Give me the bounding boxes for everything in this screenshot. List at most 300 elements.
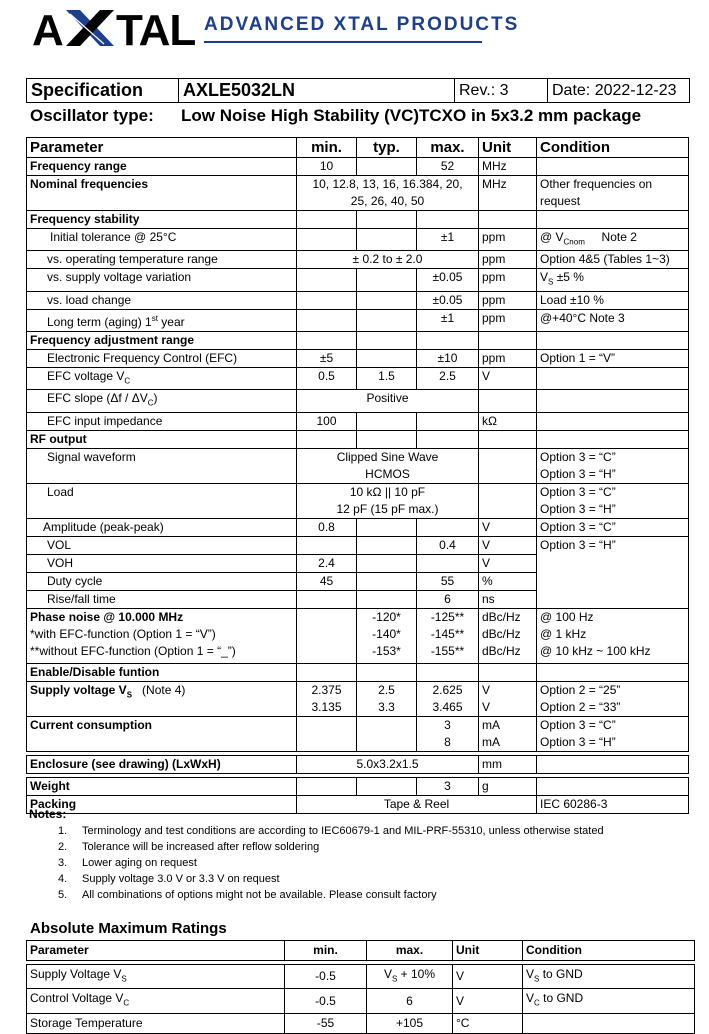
- col-max: max.: [417, 138, 479, 158]
- max-cell: [417, 716, 479, 751]
- unit-cell: ppm: [479, 291, 537, 309]
- col-unit: Unit: [453, 941, 523, 961]
- unit-cell: V: [453, 989, 523, 1013]
- max-cell: [417, 518, 479, 536]
- param-text: EFC voltage V: [47, 368, 125, 383]
- phase-note-1: *with EFC-function (Option 1 = “V”): [30, 626, 216, 641]
- max-cell: 6: [417, 590, 479, 608]
- unit-line: dBc/Hz: [482, 643, 521, 658]
- min-cell: -0.5: [285, 989, 367, 1013]
- max-cell: ±1: [417, 309, 479, 331]
- param-cell: Current consumption: [27, 716, 297, 751]
- cond-text: V: [526, 991, 535, 1006]
- spec-header-table: [26, 78, 690, 103]
- max-cell: 6: [367, 989, 453, 1013]
- max-text: V: [383, 967, 392, 981]
- value-line: 2.5: [378, 682, 395, 697]
- table-row: [27, 448, 689, 483]
- value-cell: [297, 483, 479, 518]
- cond-cell: [537, 430, 689, 448]
- col-condition: Condition: [537, 138, 689, 158]
- note-number: 4.: [58, 873, 68, 885]
- cond-cell: [537, 229, 689, 251]
- param-cell: Amplitude (peak-peak): [27, 518, 297, 536]
- table-row: [27, 211, 689, 229]
- min-cell: 0.5: [297, 367, 357, 389]
- cond-cell: Option 1 = “V”: [537, 349, 689, 367]
- min-cell: [297, 211, 357, 229]
- cond-cell: [537, 176, 689, 211]
- osc-type-label: Oscillator type:: [30, 106, 154, 125]
- cond-line: Option 3 = “C”: [540, 717, 616, 732]
- typ-cell: [357, 572, 417, 590]
- param-cell: [27, 681, 297, 716]
- param-sub: S: [126, 689, 133, 699]
- value-cell: Positive: [297, 390, 479, 412]
- table-row: [27, 777, 689, 795]
- max-cell: 2.5: [417, 367, 479, 389]
- unit-cell: V: [479, 367, 537, 389]
- svg-text:TAL: TAL: [116, 6, 196, 55]
- cond-line: @ 100 Hz: [540, 609, 594, 624]
- value-cell: ± 0.2 to ± 2.0: [297, 251, 479, 269]
- max-cell: ±10: [417, 349, 479, 367]
- param-cell: [27, 965, 285, 989]
- spec-table: [26, 137, 689, 814]
- cond-cell: Load ±10 %: [537, 291, 689, 309]
- param-cell: Storage Temperature: [27, 1013, 285, 1033]
- min-cell: [297, 608, 357, 663]
- unit-cell: ppm: [479, 251, 537, 269]
- unit-cell: [479, 663, 537, 681]
- max-cell: 0.4: [417, 536, 479, 554]
- table-row: [27, 1013, 695, 1033]
- max-cell: +105: [367, 1013, 453, 1033]
- col-parameter: Parameter: [27, 941, 285, 961]
- unit-cell: [479, 716, 537, 751]
- unit-cell: ppm: [479, 229, 537, 251]
- unit-cell: %: [479, 572, 537, 590]
- cond-cell: [523, 965, 695, 989]
- note-item: [58, 887, 604, 903]
- max-sub: S: [391, 974, 398, 984]
- max-cell: 3: [417, 777, 479, 795]
- param-cell: [27, 390, 297, 412]
- param-sub: C: [124, 376, 131, 386]
- typ-cell: [357, 349, 417, 367]
- min-cell: 45: [297, 572, 357, 590]
- max-cell: [417, 211, 479, 229]
- section-heading: Frequency stability: [27, 211, 297, 229]
- cond-cell: [537, 412, 689, 430]
- cond-cell: [537, 448, 689, 483]
- min-cell: [297, 590, 357, 608]
- table-row: [27, 158, 689, 176]
- min-cell: [297, 309, 357, 331]
- unit-cell: °C: [453, 1013, 523, 1033]
- max-cell: 55: [417, 572, 479, 590]
- cond-cell: [523, 989, 695, 1013]
- param-text: Supply Voltage V: [30, 967, 122, 981]
- cond-cell: [537, 158, 689, 176]
- cond-cell: Option 4&5 (Tables 1~3): [537, 251, 689, 269]
- param-cell: Frequency range: [27, 158, 297, 176]
- typ-cell: [357, 518, 417, 536]
- svg-text:A: A: [32, 6, 63, 55]
- unit-cell: V: [479, 536, 537, 554]
- col-unit: Unit: [479, 138, 537, 158]
- value-line: 12 pF (15 pF max.): [336, 501, 439, 516]
- osc-type-value: Low Noise High Stability (VC)TCXO in 5x3.2 mm package: [181, 106, 642, 125]
- max-cell: [367, 965, 453, 989]
- param-sub: S: [121, 974, 127, 984]
- table-row: [27, 716, 689, 751]
- typ-cell: [357, 430, 417, 448]
- value-cell: [297, 176, 479, 211]
- cond-sub: S: [534, 974, 540, 984]
- value-line: -155**: [430, 643, 465, 658]
- typ-cell: [357, 777, 417, 795]
- cond-line: Option 3 = “C”: [540, 449, 616, 464]
- param-cell: [27, 309, 297, 331]
- min-cell: -0.5: [285, 965, 367, 989]
- value-cell: Tape & Reel: [297, 795, 537, 813]
- unit-cell: [479, 331, 537, 349]
- min-cell: [297, 430, 357, 448]
- cond-line: Option 3 = “C”: [540, 484, 616, 499]
- table-row: [27, 681, 689, 716]
- table-row: [27, 965, 695, 989]
- cond-cell: [537, 211, 689, 229]
- cond-line: request: [540, 194, 581, 208]
- note-text: All combinations of options might not be available. Please consult factory: [82, 889, 437, 901]
- oscillator-type-line: [30, 106, 641, 126]
- typ-cell: [357, 590, 417, 608]
- max-cell: [417, 608, 479, 663]
- max-cell: ±1: [417, 229, 479, 251]
- table-row: [27, 518, 689, 536]
- col-min: min.: [285, 941, 367, 961]
- value-cell: 5.0x3.2x1.5: [297, 755, 479, 773]
- section-heading: Enable/Disable funtion: [27, 663, 297, 681]
- typ-cell: [357, 291, 417, 309]
- table-row: [27, 536, 689, 554]
- unit-line: mA: [482, 717, 500, 732]
- param-cell: Packing: [27, 795, 297, 813]
- section-heading: RF output: [27, 430, 297, 448]
- cond-cell: [537, 331, 689, 349]
- unit-cell: [479, 483, 537, 518]
- unit-cell: [479, 390, 537, 412]
- phase-note-2: **without EFC-function (Option 1 = “_”): [30, 643, 236, 658]
- col-condition: Condition: [523, 941, 695, 961]
- unit-cell: [479, 681, 537, 716]
- param-cell: Signal waveform: [27, 448, 297, 483]
- rev-label: Rev.: 3: [455, 79, 548, 103]
- min-cell: 0.8: [297, 518, 357, 536]
- value-line: -140*: [372, 626, 401, 641]
- note-number: 1.: [58, 825, 68, 837]
- cond-text: V: [540, 270, 549, 285]
- table-row: [27, 309, 689, 331]
- value-cell: [297, 448, 479, 483]
- note-number: 3.: [58, 857, 68, 869]
- param-cell: [27, 989, 285, 1013]
- table-row: [27, 291, 689, 309]
- note-item: [58, 839, 604, 855]
- section-heading: Frequency adjustment range: [27, 331, 297, 349]
- unit-cell: ppm: [479, 349, 537, 367]
- cond-line: Option 2 = “25”: [540, 682, 621, 697]
- unit-cell: ns: [479, 590, 537, 608]
- value-line: -120*: [372, 609, 401, 624]
- note-text: Tolerance will be increased after reflow soldering: [82, 841, 320, 853]
- unit-line: V: [482, 699, 491, 714]
- max-cell: [417, 681, 479, 716]
- unit-line: V: [482, 682, 491, 697]
- typ-cell: [357, 681, 417, 716]
- value-line: Clipped Sine Wave: [336, 449, 439, 464]
- param-text: EFC slope (Δf / ΔV: [47, 391, 148, 406]
- min-cell: 2.4: [297, 554, 357, 572]
- unit-cell: V: [479, 518, 537, 536]
- brand-underline: [204, 41, 482, 43]
- cond-line: Option 3 = “H”: [540, 466, 616, 481]
- table-row: [27, 412, 689, 430]
- col-max: max.: [367, 941, 453, 961]
- cond-text: to GND: [539, 991, 584, 1006]
- value-line: 25, 26, 40, 50: [350, 194, 425, 208]
- value-line: 2.625: [432, 682, 463, 697]
- value-line: 10 kΩ || 10 pF: [349, 484, 426, 499]
- table-row: [27, 176, 689, 211]
- typ-cell: [357, 536, 417, 554]
- min-cell: [297, 777, 357, 795]
- unit-cell: mm: [479, 755, 537, 773]
- cond-text: to GND: [539, 967, 583, 981]
- min-cell: [297, 269, 357, 291]
- typ-cell: [357, 608, 417, 663]
- value-line: 2.375: [311, 682, 342, 697]
- unit-cell: [479, 430, 537, 448]
- unit-cell: MHz: [479, 176, 537, 211]
- cond-text: ±5 %: [553, 270, 584, 285]
- value-line: 3: [444, 717, 451, 732]
- table-row: [27, 269, 689, 291]
- notes-list: [58, 823, 604, 903]
- table-row: [27, 367, 689, 389]
- max-cell: [417, 331, 479, 349]
- param-text: Supply voltage V: [30, 682, 127, 697]
- min-cell: [297, 536, 357, 554]
- date-label: Date: 2022-12-23: [548, 79, 690, 103]
- typ-cell: [357, 158, 417, 176]
- value-line: 8: [444, 734, 451, 749]
- cond-cell: [537, 716, 689, 751]
- cond-text: @ V: [540, 230, 564, 244]
- table-row: [27, 663, 689, 681]
- param-cell: EFC input impedance: [27, 412, 297, 430]
- max-cell: [417, 430, 479, 448]
- min-cell: [297, 331, 357, 349]
- notes-title: Notes:: [29, 807, 67, 821]
- typ-cell: [357, 663, 417, 681]
- min-cell: ±5: [297, 349, 357, 367]
- value-line: HCMOS: [365, 466, 410, 481]
- note-item: [58, 871, 604, 887]
- note-item: [58, 855, 604, 871]
- col-min: min.: [297, 138, 357, 158]
- col-parameter: Parameter: [27, 138, 297, 158]
- param-cell: Initial tolerance @ 25°C: [27, 229, 297, 251]
- table-row: [27, 989, 695, 1013]
- note-text: Terminology and test conditions are according to IEC60679-1 and MIL-PRF-55310, unless otherwise stated: [82, 825, 604, 837]
- unit-cell: g: [479, 777, 537, 795]
- typ-cell: [357, 211, 417, 229]
- cond-sub: C: [534, 998, 540, 1008]
- unit-line: dBc/Hz: [482, 609, 521, 624]
- typ-cell: 1.5: [357, 367, 417, 389]
- min-cell: [297, 716, 357, 751]
- cond-cell: [537, 390, 689, 412]
- note-text: Supply voltage 3.0 V or 3.3 V on request: [82, 873, 280, 885]
- param-cell: Electronic Frequency Control (EFC): [27, 349, 297, 367]
- cond-cell: [537, 608, 689, 663]
- cond-cell: [537, 367, 689, 389]
- value-line: 3.465: [432, 699, 463, 714]
- param-cell: Enclosure (see drawing) (LxWxH): [27, 755, 297, 773]
- value-line: -153*: [372, 643, 401, 658]
- max-cell: 52: [417, 158, 479, 176]
- cond-note: Note 2: [601, 230, 637, 244]
- table-row: [27, 331, 689, 349]
- cond-cell: [523, 1013, 695, 1033]
- cond-cell: Option 3 = “C”: [537, 518, 689, 536]
- unit-cell: [479, 211, 537, 229]
- min-cell: 10: [297, 158, 357, 176]
- param-cell: Load: [27, 483, 297, 518]
- cond-cell: [537, 269, 689, 291]
- value-line: -125**: [430, 609, 465, 624]
- table-row: [27, 390, 689, 412]
- max-text: + 10%: [397, 967, 436, 981]
- cond-cell: IEC 60286-3: [537, 795, 689, 813]
- cond-text: V: [526, 967, 535, 981]
- unit-line: dBc/Hz: [482, 626, 521, 641]
- logo-x-mark: [66, 10, 114, 46]
- min-cell: [297, 681, 357, 716]
- phase-title: Phase noise @ 10.000 MHz: [30, 609, 184, 624]
- amr-table: [26, 940, 695, 1034]
- max-cell: [417, 663, 479, 681]
- param-cell: Duty cycle: [27, 572, 297, 590]
- param-cell: [27, 608, 297, 663]
- min-cell: [297, 229, 357, 251]
- spec-label: Specification: [27, 79, 179, 103]
- param-text: ): [153, 391, 158, 406]
- param-cell: [27, 367, 297, 389]
- typ-cell: [357, 229, 417, 251]
- param-cell: VOL: [27, 536, 297, 554]
- brand-title: ADVANCED XTAL PRODUCTS: [204, 14, 520, 35]
- param-sup: st: [151, 313, 158, 323]
- table-row: [27, 251, 689, 269]
- min-cell: 100: [297, 412, 357, 430]
- param-sub: C: [147, 398, 154, 408]
- value-line: -145**: [430, 626, 465, 641]
- param-text: year: [157, 314, 185, 329]
- table-row: [27, 349, 689, 367]
- min-cell: -55: [285, 1013, 367, 1033]
- amr-title: Absolute Maximum Ratings: [30, 920, 227, 937]
- max-cell: [417, 412, 479, 430]
- value-line: 3.3: [378, 699, 395, 714]
- cond-line: @ 1 kHz: [540, 626, 587, 641]
- unit-cell: ppm: [479, 309, 537, 331]
- param-cell: Rise/fall time: [27, 590, 297, 608]
- param-sub: C: [123, 998, 130, 1008]
- table-header: [27, 138, 689, 158]
- max-cell: ±0.05: [417, 291, 479, 309]
- cond-line: @ 10 kHz ~ 100 kHz: [540, 643, 651, 658]
- typ-cell: [357, 331, 417, 349]
- note-item: [58, 823, 604, 839]
- table-row: [27, 608, 689, 663]
- axtal-logo: [32, 6, 196, 55]
- param-cell: vs. supply voltage variation: [27, 269, 297, 291]
- cond-cell: [537, 777, 689, 795]
- value-line: 10, 12.8, 13, 16, 16.384, 20,: [312, 177, 463, 191]
- cond-line: Option 3 = “H”: [540, 501, 616, 516]
- param-cell: VOH: [27, 554, 297, 572]
- cond-cell: @+40°C Note 3: [537, 309, 689, 331]
- cond-sub: Cnom: [563, 237, 585, 247]
- unit-cell: kΩ: [479, 412, 537, 430]
- amr-header: [27, 941, 695, 961]
- table-row: [27, 795, 689, 813]
- unit-line: mA: [482, 734, 500, 749]
- typ-cell: [357, 716, 417, 751]
- param-text: Control Voltage V: [30, 991, 124, 1006]
- cond-cell: [537, 663, 689, 681]
- cond-sub: S: [548, 277, 554, 287]
- unit-cell: MHz: [479, 158, 537, 176]
- cond-cell: [537, 755, 689, 773]
- min-cell: [297, 291, 357, 309]
- cond-cell: [537, 681, 689, 716]
- cond-line: Other frequencies on: [540, 177, 653, 191]
- unit-cell: [479, 448, 537, 483]
- param-cell: Nominal frequencies: [27, 176, 297, 211]
- cond-cell: [537, 483, 689, 518]
- table-row: [27, 755, 689, 773]
- min-cell: [297, 663, 357, 681]
- unit-cell: [479, 608, 537, 663]
- max-cell: [417, 554, 479, 572]
- table-row: [27, 430, 689, 448]
- typ-cell: [357, 269, 417, 291]
- param-note: (Note 4): [142, 682, 186, 697]
- max-cell: ±0.05: [417, 269, 479, 291]
- note-text: Lower aging on request: [82, 857, 197, 869]
- col-typ: typ.: [357, 138, 417, 158]
- note-number: 5.: [58, 889, 68, 901]
- typ-cell: [357, 412, 417, 430]
- spec-value: AXLE5032LN: [179, 79, 455, 103]
- param-cell: vs. operating temperature range: [27, 251, 297, 269]
- unit-cell: V: [479, 554, 537, 572]
- unit-cell: ppm: [479, 269, 537, 291]
